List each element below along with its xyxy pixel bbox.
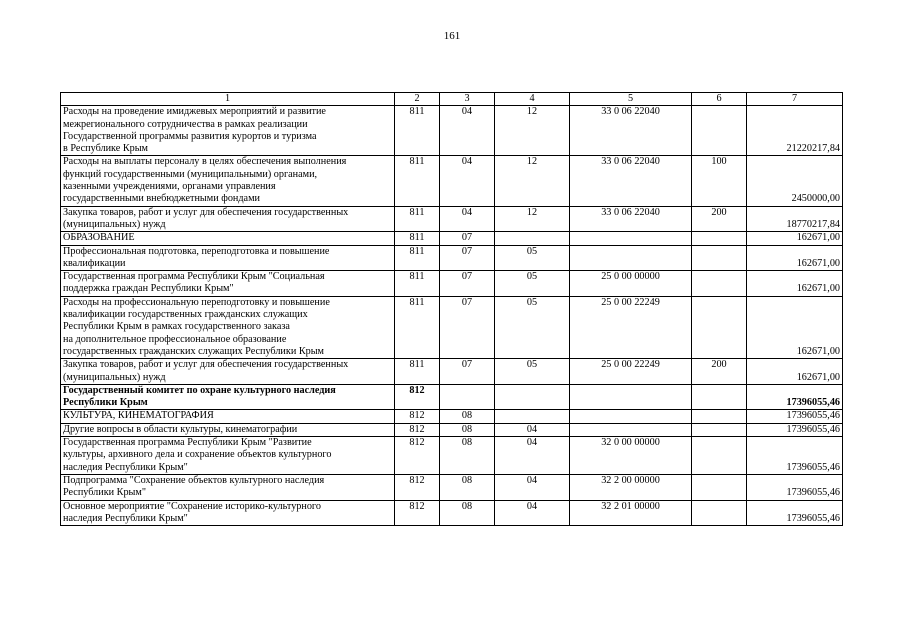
row-expense-type: 200 [692,206,747,232]
row-expense-type [692,232,747,245]
row-admin-code: 811 [395,245,440,271]
table-row [61,206,843,232]
row-name-text: Государственная программа Республики Крым "Развитие культуры, архивного дела и сохранение объектов культурного наследия Республики Крым" [63,437,332,473]
row-subsection: 04 [495,474,570,500]
row-name-text: Расходы на выплаты персоналу в целях обеспечения выполнения функций государственными (муниципальными) органами, казенными учреждениями, органами управления государственными внебюджетными фондами [63,156,347,205]
budget-table [60,92,843,526]
row-amount: 17396055,46 [747,437,843,475]
row-name-text: Профессиональная подготовка, переподготовка и повышение квалификации [63,245,330,269]
row-name-text: Закупка товаров, работ и услуг для обеспечения государственных (муниципальных) нужд [63,359,349,383]
table-row [61,474,843,500]
page-number: 161 [443,30,461,42]
row-name [61,156,395,206]
header-col-1: 1 [61,93,395,106]
row-subsection: 04 [495,500,570,526]
row-section: 07 [440,296,495,358]
row-subsection: 12 [495,156,570,206]
table-row [61,423,843,436]
table-row [61,271,843,297]
row-name [61,410,395,423]
row-subsection [495,232,570,245]
row-admin-code: 812 [395,437,440,475]
row-name [61,500,395,526]
row-name [61,206,395,232]
table-row [61,359,843,385]
table-row [61,296,843,358]
header-col-3: 3 [440,93,495,106]
row-admin-code: 812 [395,423,440,436]
row-name [61,271,395,297]
table-row [61,245,843,271]
row-name-text: Другие вопросы в области культуры, кинематографии [63,423,298,435]
row-expense-type [692,410,747,423]
row-section: 07 [440,232,495,245]
row-expense-type [692,271,747,297]
table-row [61,384,843,410]
row-section: 07 [440,245,495,271]
row-name-text: Закупка товаров, работ и услуг для обеспечения государственных (муниципальных) нужд [63,206,349,230]
row-expense-type [692,500,747,526]
row-amount: 17396055,46 [747,474,843,500]
row-name-text: ОБРАЗОВАНИЕ [63,232,135,244]
row-target-article: 25 0 00 22249 [570,296,692,358]
row-expense-type [692,245,747,271]
row-section: 08 [440,410,495,423]
row-name [61,296,395,358]
row-target-article [570,232,692,245]
row-amount: 17396055,46 [747,410,843,423]
row-name-text: КУЛЬТУРА, КИНЕМАТОГРАФИЯ [63,410,214,422]
row-amount: 17396055,46 [747,500,843,526]
row-admin-code: 811 [395,296,440,358]
row-admin-code: 811 [395,359,440,385]
header-col-5: 5 [570,93,692,106]
row-amount: 162671,00 [747,232,843,245]
row-target-article: 33 0 06 22040 [570,156,692,206]
row-subsection: 12 [495,206,570,232]
row-admin-code: 811 [395,271,440,297]
row-expense-type [692,437,747,475]
header-col-6: 6 [692,93,747,106]
row-subsection: 04 [495,437,570,475]
row-name-text: Основное мероприятие "Сохранение историко-культурного наследия Республики Крым" [63,500,321,524]
row-subsection: 05 [495,296,570,358]
row-amount: 2450000,00 [747,156,843,206]
row-name [61,245,395,271]
row-name-text: Подпрограмма "Сохранение объектов культурного наследия Республики Крым" [63,474,325,499]
row-subsection: 05 [495,359,570,385]
row-amount: 162671,00 [747,296,843,358]
row-target-article [570,410,692,423]
row-expense-type: 100 [692,156,747,206]
table-row [61,437,843,475]
row-name [61,423,395,436]
row-amount: 17396055,46 [747,423,843,436]
row-section: 04 [440,106,495,156]
header-col-2: 2 [395,93,440,106]
header-col-4: 4 [495,93,570,106]
row-section: 08 [440,500,495,526]
row-name [61,106,395,156]
row-name [61,359,395,385]
row-admin-code: 812 [395,474,440,500]
row-target-article: 33 0 06 22040 [570,206,692,232]
row-section: 08 [440,437,495,475]
table-body [61,106,843,526]
row-admin-code: 811 [395,232,440,245]
row-section: 07 [440,359,495,385]
row-admin-code: 811 [395,106,440,156]
row-expense-type [692,296,747,358]
row-name-text: Государственный комитет по охране культурного наследия Республики Крым [63,384,336,409]
row-name [61,474,395,500]
row-expense-type [692,423,747,436]
row-target-article: 32 2 00 00000 [570,474,692,500]
row-amount: 18770217,84 [747,206,843,232]
row-expense-type: 200 [692,359,747,385]
row-target-article [570,423,692,436]
table-row [61,410,843,423]
row-section: 08 [440,423,495,436]
row-amount: 162671,00 [747,271,843,297]
row-subsection: 05 [495,245,570,271]
row-section: 07 [440,271,495,297]
row-name [61,437,395,475]
row-section: 04 [440,206,495,232]
row-admin-code: 812 [395,410,440,423]
row-subsection [495,384,570,410]
row-amount: 21220217,84 [747,106,843,156]
row-expense-type [692,106,747,156]
row-admin-code: 812 [395,384,440,410]
row-target-article: 32 2 01 00000 [570,500,692,526]
row-target-article: 25 0 00 00000 [570,271,692,297]
row-expense-type [692,384,747,410]
row-name [61,384,395,410]
table-row [61,156,843,206]
row-section: 04 [440,156,495,206]
row-admin-code: 812 [395,500,440,526]
row-amount: 17396055,46 [747,384,843,410]
row-target-article [570,245,692,271]
row-target-article: 33 0 06 22040 [570,106,692,156]
table-row [61,500,843,526]
row-name [61,232,395,245]
row-name-text: Государственная программа Республики Крым "Социальная поддержка граждан Республики Крым" [63,271,325,295]
table-row [61,232,843,245]
row-section [440,384,495,410]
row-amount: 162671,00 [747,245,843,271]
row-subsection: 05 [495,271,570,297]
row-amount: 162671,00 [747,359,843,385]
row-admin-code: 811 [395,206,440,232]
row-subsection: 12 [495,106,570,156]
row-subsection [495,410,570,423]
header-row [61,93,843,106]
row-name-text: Расходы на профессиональную переподготовку и повышение квалификации государственных гражданских служащих Республики Крым в рамках государственного заказа на дополнительное профессиональное образование государственных гражданских служащих Республики Крым [63,296,330,357]
row-expense-type [692,474,747,500]
row-admin-code: 811 [395,156,440,206]
row-target-article: 32 0 00 00000 [570,437,692,475]
header-col-7: 7 [747,93,843,106]
row-target-article: 25 0 00 22249 [570,359,692,385]
row-target-article [570,384,692,410]
row-name-text: Расходы на проведение имиджевых мероприятий и развитие межрегионального сотрудничества в рамках реализации Государственной программы развития курортов и туризма в Республике Крым [63,106,326,155]
row-section: 08 [440,474,495,500]
row-subsection: 04 [495,423,570,436]
table-row [61,106,843,156]
